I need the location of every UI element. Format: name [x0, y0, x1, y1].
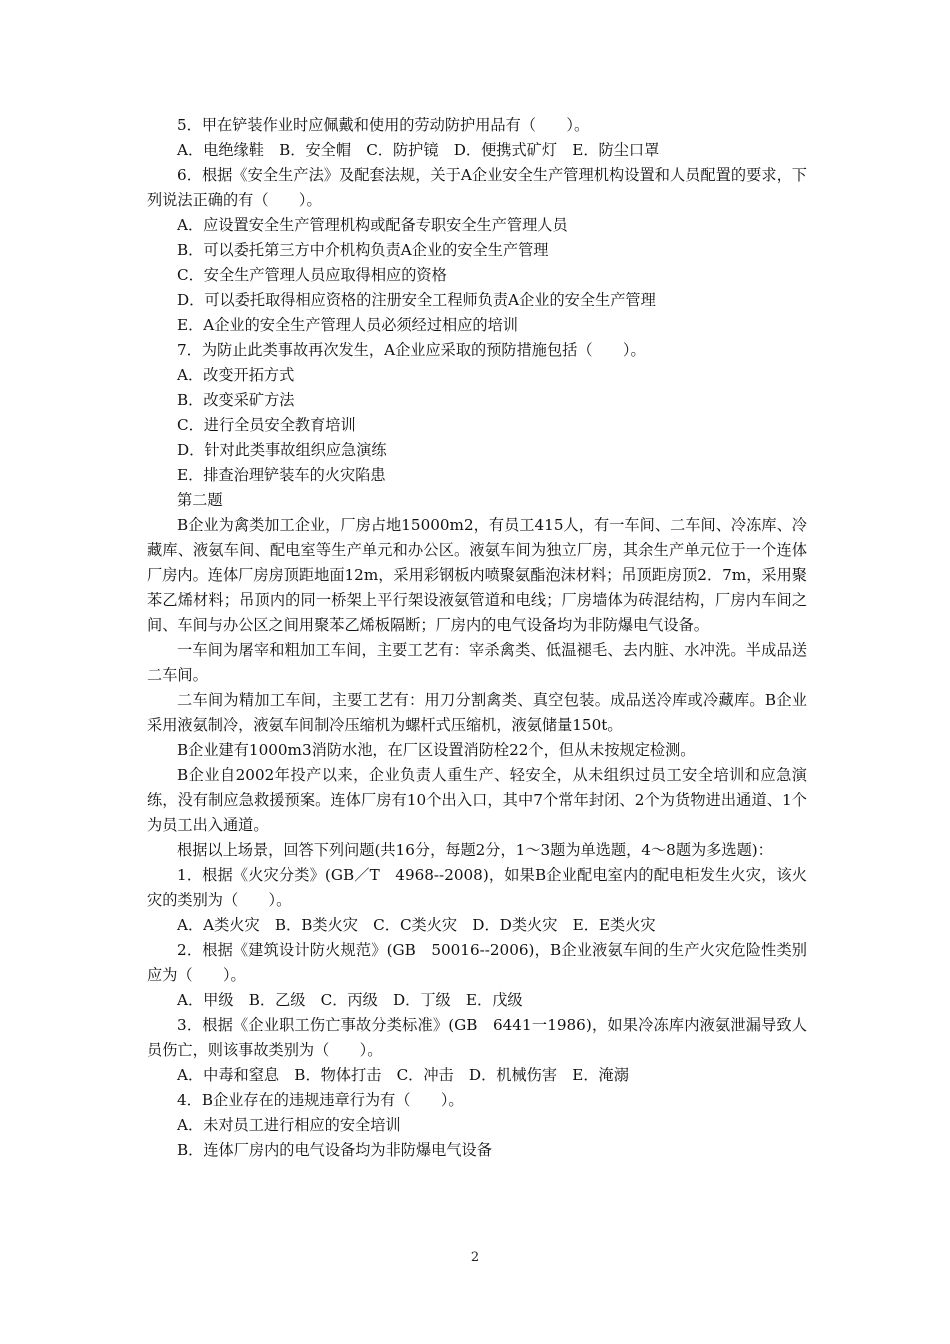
question-5-options: A．电绝缘鞋 B．安全帽 C．防护镜 D．便携式矿灯 E．防尘口罩 — [177, 141, 660, 159]
question-6-option-e: E．A企业的安全生产管理人员必须经过相应的培训 — [177, 316, 518, 334]
question-3: 3．根据《企业职工伤亡事故分类标准》(GB 6441一1986)，如果冷冻库内液氨泄漏导致人员伤亡，则该事故类别为（ ）。 — [147, 1016, 807, 1059]
scenario-paragraph-5: B企业自2002年投产以来，企业负责人重生产、轻安全，从未组织过员工安全培训和应急演练，没有制应急救援预案。连体厂房有10个出入口，其中7个常年封闭、2个为货物进出通道、1个为员工出入通道。 — [147, 766, 807, 834]
question-6-option-d: D．可以委托取得相应资格的注册安全工程师负责A企业的安全生产管理 — [177, 291, 656, 309]
question-7-option-d: D．针对此类事故组织应急演练 — [177, 441, 387, 459]
question-6: 6．根据《安全生产法》及配套法规，关于A企业安全生产管理机构设置和人员配置的要求，下列说法正确的有（ ）。 — [147, 166, 807, 209]
question-7-option-a: A．改变开拓方式 — [177, 366, 295, 384]
section-heading: 第二题 — [177, 491, 223, 509]
question-6-option-c: C．安全生产管理人员应取得相应的资格 — [177, 266, 447, 284]
question-2-options: A．甲级 B．乙级 C．丙级 D．丁级 E．戊级 — [177, 991, 523, 1009]
question-7-option-e: E．排查治理铲装车的火灾陷患 — [177, 466, 386, 484]
page-content — [147, 113, 807, 1163]
question-4-option-b: B．连体厂房内的电气设备均为非防爆电气设备 — [177, 1141, 492, 1159]
scenario-paragraph-3: 二车间为精加工车间，主要工艺有：用刀分割禽类、真空包装。成品送冷库或冷藏库。B企业采用液氨制冷，液氨车间制冷压缩机为螺杆式压缩机，液氨储量150t。 — [147, 691, 807, 734]
scenario-paragraph-2: 一车间为屠宰和粗加工车间，主要工艺有：宰杀禽类、低温褪毛、去内脏、水冲洗。半成品送二车间。 — [147, 641, 807, 684]
question-1: 1．根据《火灾分类》(GB／T 4968--2008)，如果B企业配电室内的配电柜发生火灾，该火灾的类别为（ ）。 — [147, 866, 807, 909]
question-1-options: A．A类火灾 B．B类火灾 C．C类火灾 D．D类火灾 E．E类火灾 — [177, 916, 656, 934]
question-6-option-b: B．可以委托第三方中介机构负责A企业的安全生产管理 — [177, 241, 549, 259]
question-4: 4．B企业存在的违规违章行为有（ ）。 — [177, 1091, 464, 1109]
question-2: 2．根据《建筑设计防火规范》(GB 50016--2006)，B企业液氨车间的生产火灾危险性类别应为（ ）。 — [147, 941, 807, 984]
question-7: 7．为防止此类事故再次发生，A企业应采取的预防措施包括（ ）。 — [177, 341, 646, 359]
question-6-option-a: A．应设置安全生产管理机构或配备专职安全生产管理人员 — [177, 216, 568, 234]
question-4-option-a: A．未对员工进行相应的安全培训 — [177, 1116, 401, 1134]
question-7-option-c: C．进行全员安全教育培训 — [177, 416, 356, 434]
instructions: 根据以上场景，回答下列问题(共16分，每题2分，1～3题为单选题，4～8题为多选题)： — [177, 841, 773, 859]
scenario-paragraph-4: B企业建有1000m3消防水池，在厂区设置消防栓22个，但从未按规定检测。 — [177, 741, 696, 759]
scenario-paragraph-1: B企业为禽类加工企业，厂房占地15000m2，有员工415人，有一车间、二车间、冷冻库、冷藏库、液氨车间、配电室等生产单元和办公区。液氨车间为独立厂房，其余生产单元位于一个连体厂房内。连体厂房房顶距地面12m，采用彩钢板内喷聚氨酯泡沫材料；吊顶距房顶2．7m，采用聚苯乙烯材料；吊顶内的同一桥架上平行架设液氨管道和电线；厂房墙体为砖混结构，厂房内车间之间、车间与办公区之间用聚苯乙烯板隔断；厂房内的电气设备均为非防爆电气设备。 — [147, 516, 807, 634]
page-number: 2 — [470, 1250, 480, 1265]
question-7-option-b: B．改变采矿方法 — [177, 391, 295, 409]
question-5: 5．甲在铲装作业时应佩戴和使用的劳动防护用品有（ ）。 — [177, 116, 590, 134]
question-3-options: A．中毒和窒息 B．物体打击 C．冲击 D．机械伤害 E．淹溺 — [177, 1066, 629, 1084]
